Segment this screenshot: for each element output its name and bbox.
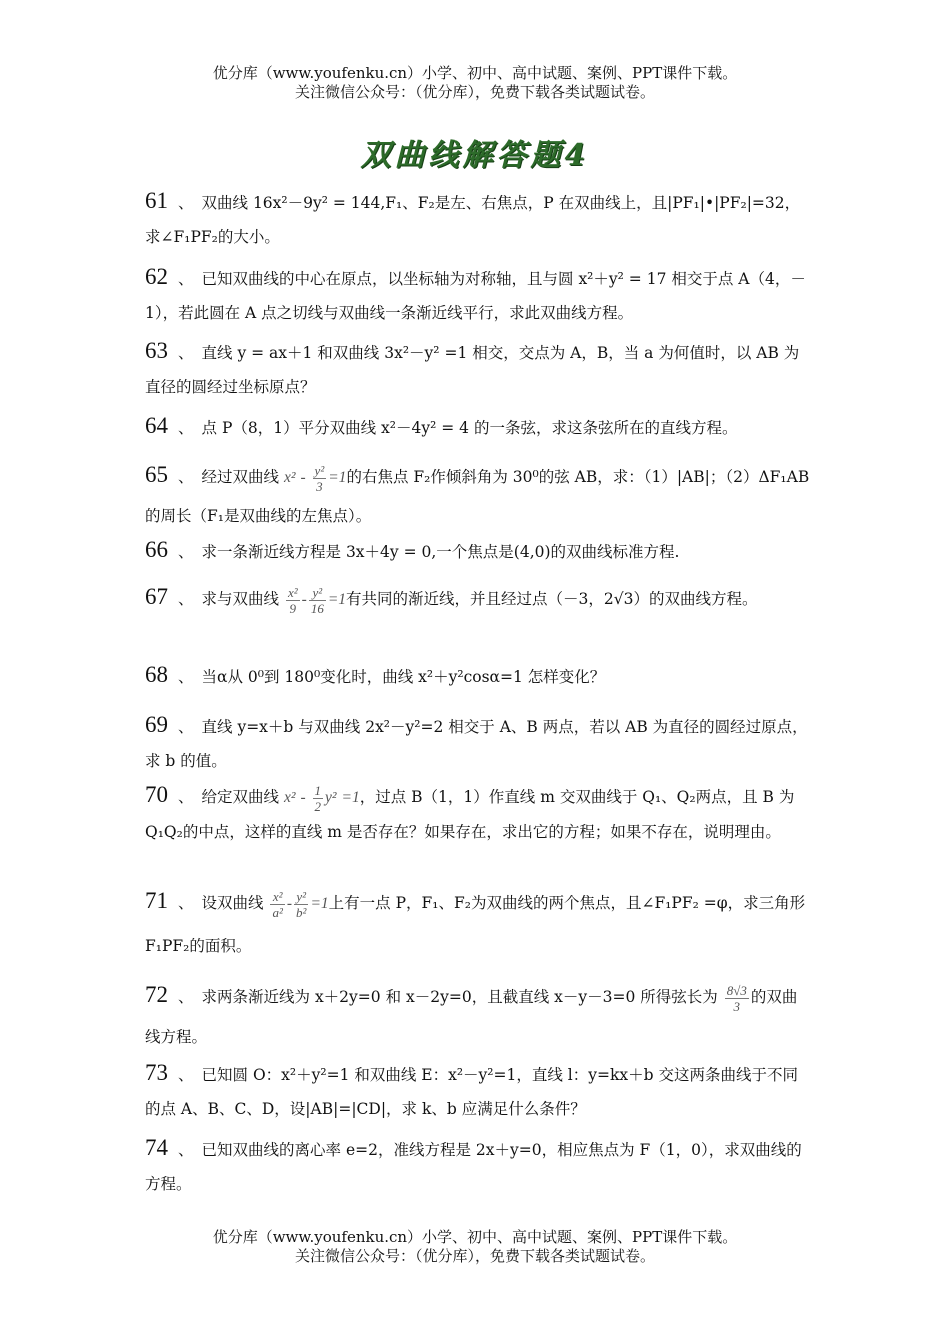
question-text: 已知双曲线的中心在原点，以坐标轴为对称轴，且与圆 x²＋y² = 17 相交于点 A（4，－1），若此圆在 A 点之切线与双曲线一条渐近线平行，求此双曲线方程。 xyxy=(145,270,806,322)
question-68: 68 、 当α从 0⁰到 180⁰变化时，曲线 x²＋y²cosα=1 怎样变化？ xyxy=(145,662,606,687)
question-number: 61 xyxy=(145,188,168,213)
footer-line-2: 关注微信公众号：（优分库），免费下载各类试题试卷。 xyxy=(294,1247,655,1265)
header-line-1: 优分库（www.youfenku.cn）小学、初中、高中试题、案例、PPT课件下载。 xyxy=(212,64,738,82)
question-72: 72 、 求两条渐近线为 x＋2y=0 和 x－2y=0，且截直线 x－y－3=0 所得弦长为 $\frac{8√3}{3}$ 的双曲线方程。 xyxy=(145,982,798,1046)
formula-fraction: $\frac{\text{y²}}{3}$ xyxy=(314,462,325,494)
question-text: 已知双曲线的离心率 e=2，准线方程是 2x＋y=0，相应焦点为 F（1，0），求双曲线的方程。 xyxy=(145,1141,802,1193)
question-67: 67 、 求与双曲线 $\frac{\text{x²}}{9}$ - $\frac{\text{y²}}{16}$ =1有共同的渐近线，并且经过点（－3，2√3）的双曲线方程。 xyxy=(145,584,758,616)
question-text-b: 有共同的渐近线，并且经过点（－3，2√3）的双曲线方程。 xyxy=(346,590,758,608)
question-number: 71 xyxy=(145,888,168,913)
formula-fraction: $\frac{8√3}{3}$ xyxy=(726,982,747,1014)
question-text: 直线 y=x＋b 与双曲线 2x²－y²=2 相交于 A、B 两点，若以 AB 为直径的圆经过原点，求 b 的值。 xyxy=(145,718,808,770)
question-text-a: 求两条渐近线为 x＋2y=0 和 x－2y=0，且截直线 x－y－3=0 所得弦长为 xyxy=(201,988,718,1006)
question-text-b: 的右焦点 F₂作倾斜角为 30⁰的弦 AB，求：（1）|AB|；（2）ΔF₁AB 的周长（F₁是双曲线的左焦点）。 xyxy=(145,468,810,525)
question-74: 74 、 已知双曲线的离心率 e=2，准线方程是 2x＋y=0，相应焦点为 F（1，0），求双曲线的方程。 xyxy=(145,1135,802,1193)
question-text: 直线 y = ax＋1 和双曲线 3x²－y² =1 相交，交点为 A，B，当 a 为何值时，以 AB 为直径的圆经过坐标原点？ xyxy=(145,344,800,396)
question-number: 69 xyxy=(145,712,168,737)
question-text-a: 求与双曲线 xyxy=(201,590,280,608)
question-text: 求一条渐近线方程是 3x＋4y = 0,一个焦点是(4,0)的双曲线标准方程. xyxy=(201,543,680,561)
question-number: 66 xyxy=(145,537,168,562)
question-text: 当α从 0⁰到 180⁰变化时，曲线 x²＋y²cosα=1 怎样变化？ xyxy=(201,668,606,686)
question-66: 66 、 求一条渐近线方程是 3x＋4y = 0,一个焦点是(4,0)的双曲线标准方程. xyxy=(145,537,680,562)
question-number: 72 xyxy=(145,982,168,1007)
footer-line-1: 优分库（www.youfenku.cn）小学、初中、高中试题、案例、PPT课件下载。 xyxy=(212,1228,738,1246)
formula-fraction: $\frac{\text{x²}}{9}$ xyxy=(287,584,298,616)
question-text: 已知圆 O：x²＋y²=1 和双曲线 E：x²－y²=1，直线 l：y=kx＋b 交这两条曲线于不同的点 A、B、C、D，设|AB|=|CD|，求 k、b 应满足什么条件？ xyxy=(145,1066,798,1118)
question-69: 69 、 直线 y=x＋b 与双曲线 2x²－y²=2 相交于 A、B 两点，若以 AB 为直径的圆经过原点，求 b 的值。 xyxy=(145,712,808,770)
question-number: 63 xyxy=(145,338,168,363)
question-number: 74 xyxy=(145,1135,168,1160)
question-73: 73 、 已知圆 O：x²＋y²=1 和双曲线 E：x²－y²=1，直线 l：y=kx＋b 交这两条曲线于不同的点 A、B、C、D，设|AB|=|CD|，求 k、b 应满足什么条件？ xyxy=(145,1060,798,1118)
question-text-b: ，过点 B（1，1）作直线 m 交双曲线于 Q₁、Q₂两点，且 B 为 Q₁Q₂的中点，这样的直线 m 是否存在？如果存在，求出它的方程；如果不存在，说明理由。 xyxy=(145,788,795,841)
question-text: 点 P（8，1）平分双曲线 x²－4y² = 4 的一条弦，求这条弦所在的直线方程。 xyxy=(201,419,738,437)
formula-fraction: $\frac{\text{y²}}{16}$ xyxy=(310,584,324,616)
question-text-a: 设双曲线 xyxy=(201,894,264,912)
question-70: 70 、 给定双曲线 x² - $\frac{1}{2}$ y² =1，过点 B（1，1）作直线 m 交双曲线于 Q₁、Q₂两点，且 B 为 Q₁Q₂的中点，这样的直线 m 是否存在？如果存在，求出它的方程；如果不存在，说明理由。 xyxy=(145,782,795,841)
page-header xyxy=(0,64,950,102)
question-text: 双曲线 16x²－9y² = 144,F₁、F₂是左、右焦点，P 在双曲线上，且|PF₁|•|PF₂|=32，求∠F₁PF₂的大小。 xyxy=(145,194,801,246)
question-62: 62 、 已知双曲线的中心在原点，以坐标轴为对称轴，且与圆 x²＋y² = 17 相交于点 A（4，－1），若此圆在 A 点之切线与双曲线一条渐近线平行，求此双曲线方程。 xyxy=(145,264,806,322)
formula-fraction: $\frac{1}{2}$ xyxy=(314,782,322,814)
question-text-a: 经过双曲线 xyxy=(201,468,280,486)
question-number: 70 xyxy=(145,782,168,807)
formula-fraction: $\frac{\text{y²}}{\text{b²}}$ xyxy=(296,888,307,920)
header-line-2: 关注微信公众号：（优分库），免费下载各类试题试卷。 xyxy=(294,83,655,101)
question-text-a: 给定双曲线 xyxy=(201,788,280,806)
question-number: 62 xyxy=(145,264,168,289)
question-64: 64 、 点 P（8，1）平分双曲线 x²－4y² = 4 的一条弦，求这条弦所在的直线方程。 xyxy=(145,413,738,438)
question-number: 65 xyxy=(145,462,168,487)
page-title: 双曲线解答题4 xyxy=(360,138,590,173)
question-number: 68 xyxy=(145,662,168,687)
question-61: 61 、 双曲线 16x²－9y² = 144,F₁、F₂是左、右焦点，P 在双曲线上，且|PF₁|•|PF₂|=32，求∠F₁PF₂的大小。 xyxy=(145,188,801,246)
question-65: 65 、 经过双曲线 x² - $\frac{\text{y²}}{3}$ =1的右焦点 F₂作倾斜角为 30⁰的弦 AB，求：（1）|AB|；（2）ΔF₁AB 的周长（F₁是双曲线的左焦点）。 xyxy=(145,462,810,525)
page-footer xyxy=(0,1228,950,1266)
question-text-b: 上有一点 P，F₁、F₂为双曲线的两个焦点，且∠F₁PF₂ =φ，求三角形 F₁PF₂的面积。 xyxy=(145,894,806,955)
question-63: 63 、 直线 y = ax＋1 和双曲线 3x²－y² =1 相交，交点为 A，B，当 a 为何值时，以 AB 为直径的圆经过坐标原点？ xyxy=(145,338,800,396)
formula-x-squared: x² xyxy=(283,469,296,486)
question-number: 64 xyxy=(145,413,168,438)
question-number: 73 xyxy=(145,1060,168,1085)
question-71: 71 、 设双曲线 $\frac{\text{x²}}{\text{a²}}$ - $\frac{\text{y²}}{\text{b²}}$ =1上有一点 P，F₁、F₂为双曲线的两个焦点，且∠F₁PF₂ =φ，求三角形 F₁PF₂的面积。 xyxy=(145,888,806,955)
question-text-b: 的双曲线方程。 xyxy=(145,988,798,1046)
formula-fraction: $\frac{\text{x²}}{\text{a²}}$ xyxy=(272,888,283,920)
question-number: 67 xyxy=(145,584,168,609)
